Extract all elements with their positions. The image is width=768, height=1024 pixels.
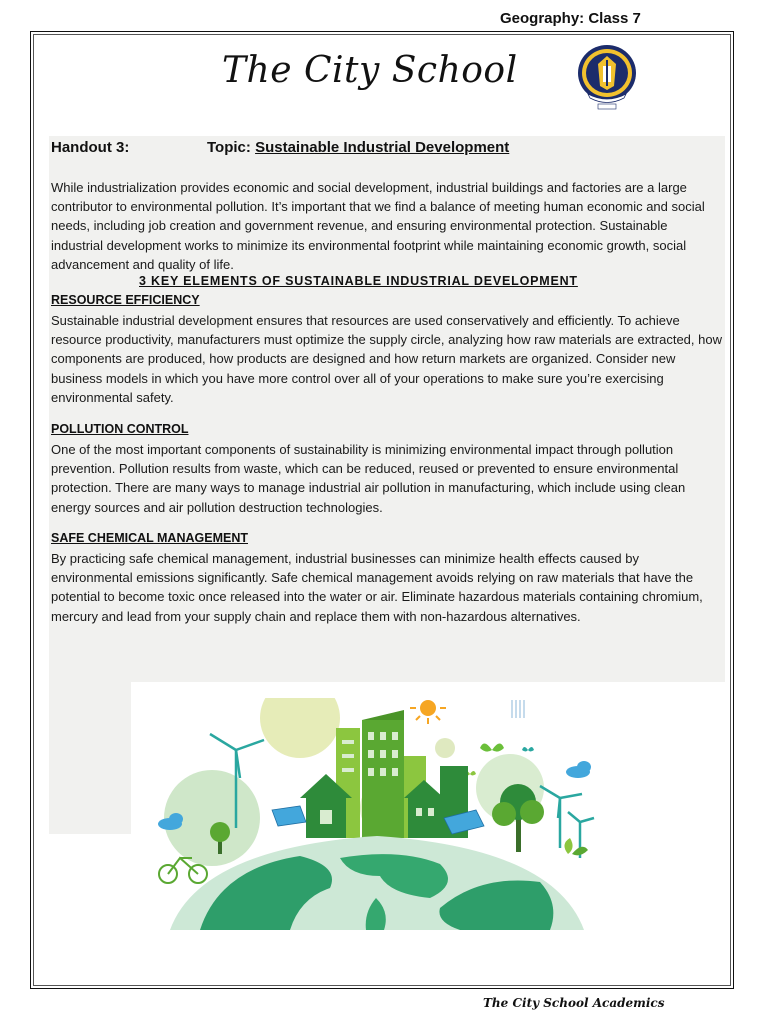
section-body-resource-efficiency: Sustainable industrial development ensures that resources are used conservatively and efficiently. To achieve resource productivity, manufacturers must optimize the supply circle, analyzing how raw materials are extracted, how components are produced, how products are designed and how return markets are organized. Consider new business models in which you have more control over all of your operations to make sure you’re exercising environmental safety. [51, 313, 722, 405]
handout-number: Handout 3: [51, 139, 130, 156]
section-heading-safe-chemical-management: SAFE CHEMICAL MANAGEMENT [51, 531, 248, 545]
handout-topic [207, 139, 509, 156]
footer-signature: The City School Academics [483, 996, 665, 1010]
section-heading-resource-efficiency: RESOURCE EFFICIENCY [51, 293, 200, 307]
panel-tail [49, 682, 131, 834]
key-elements-heading: 3 KEY ELEMENTS OF SUSTAINABLE INDUSTRIAL DEVELOPMENT [139, 274, 578, 288]
section-heading-pollution-control: POLLUTION CONTROL [51, 422, 189, 436]
section-body-pollution-control: One of the most important components of sustainability is minimizing environmental impact through pollution prevention. Pollution results from waste, which can be reduced, reused or prevented to ensure environmental protection. There are many ways to manage industrial air pollution in manufacturing, which include using clean energy sources and air pollution destruction technologies. [51, 442, 686, 515]
school-title: The City School [222, 50, 518, 91]
section-body-safe-chemical-management: By practicing safe chemical management, industrial businesses can minimize health effects caused by environmental emissions significantly. Safe chemical management avoids relying on raw materials that have the potential to become toxic once released into the water or air. Eliminate hazardous materials containing chromium, mercury and lead from your supply chain and replace them with non-hazardous alternatives. [51, 551, 703, 624]
subject-class-header: Geography: Class 7 [500, 10, 641, 27]
topic-title: Sustainable Industrial Development [255, 139, 510, 156]
green-city-globe-illustration [140, 698, 614, 930]
intro-paragraph: While industrialization provides economic and social development, industrial buildings and factories are a large contributor to environmental pollution. It’s important that we find a balance of meeting human economic and social needs, including job creation and government revenue, and ensuring environmental protection. Sustainable industrial development works to minimize its environmental footprint while maintaining economic growth, social advancement and quality of life. [51, 180, 705, 272]
topic-label: Topic: [207, 139, 251, 156]
school-crest-icon [576, 42, 638, 112]
